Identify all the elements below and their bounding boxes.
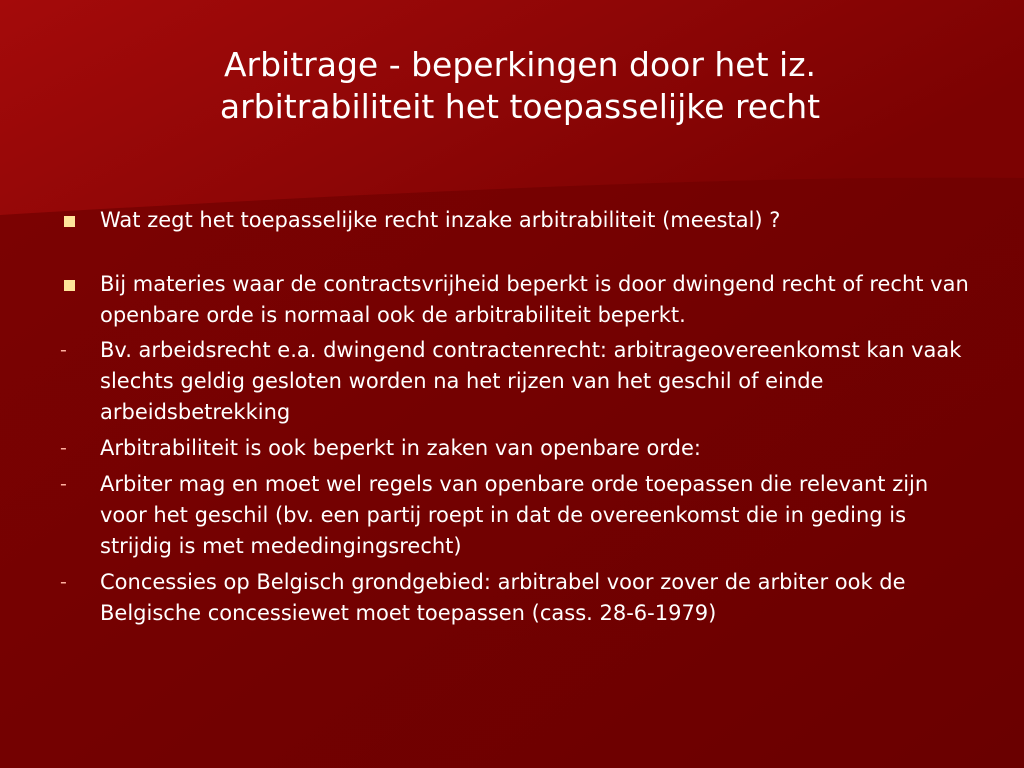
sub-bullet-item bbox=[58, 335, 978, 428]
sub-bullet-item bbox=[58, 567, 978, 629]
bullet-text: Concessies op Belgisch grondgebied: arbitrabel voor zover de arbiter ook de Belgische concessiewet moet toepassen (cass. 28-6-1979) bbox=[100, 570, 906, 625]
bullet-text: Bv. arbeidsrecht e.a. dwingend contractenrecht: arbitrageovereenkomst kan vaak slechts geldig gesloten worden na het rijzen van het geschil of einde arbeidsbetrekking bbox=[100, 338, 962, 424]
dash-bullet-icon: - bbox=[60, 437, 67, 459]
sub-bullet-item bbox=[58, 469, 978, 562]
dash-bullet-icon: - bbox=[60, 339, 67, 361]
bullet-text: Wat zegt het toepasselijke recht inzake arbitrabiliteit (meestal) ? bbox=[100, 208, 781, 232]
bullet-item bbox=[58, 269, 978, 331]
bullet-item bbox=[58, 205, 978, 236]
bullet-list bbox=[58, 205, 978, 634]
sub-bullet-item bbox=[58, 433, 978, 464]
bullet-text: Arbiter mag en moet wel regels van openbare orde toepassen die relevant zijn voor het geschil (bv. een partij roept in dat de overeenkomst die in geding is strijdig is met mededingingsrecht) bbox=[100, 472, 929, 558]
slide-title: Arbitrage - beperkingen door het iz. arbitrabiliteit het toepasselijke recht bbox=[219, 45, 821, 126]
dash-bullet-icon: - bbox=[60, 571, 67, 593]
dash-bullet-icon: - bbox=[60, 473, 67, 495]
square-bullet-icon bbox=[64, 216, 75, 227]
bullet-text: Bij materies waar de contractsvrijheid beperkt is door dwingend recht of recht van openbare orde is normaal ook de arbitrabiliteit beperkt. bbox=[100, 272, 969, 327]
square-bullet-icon bbox=[64, 280, 75, 291]
bullet-text: Arbitrabiliteit is ook beperkt in zaken van openbare orde: bbox=[100, 436, 701, 460]
